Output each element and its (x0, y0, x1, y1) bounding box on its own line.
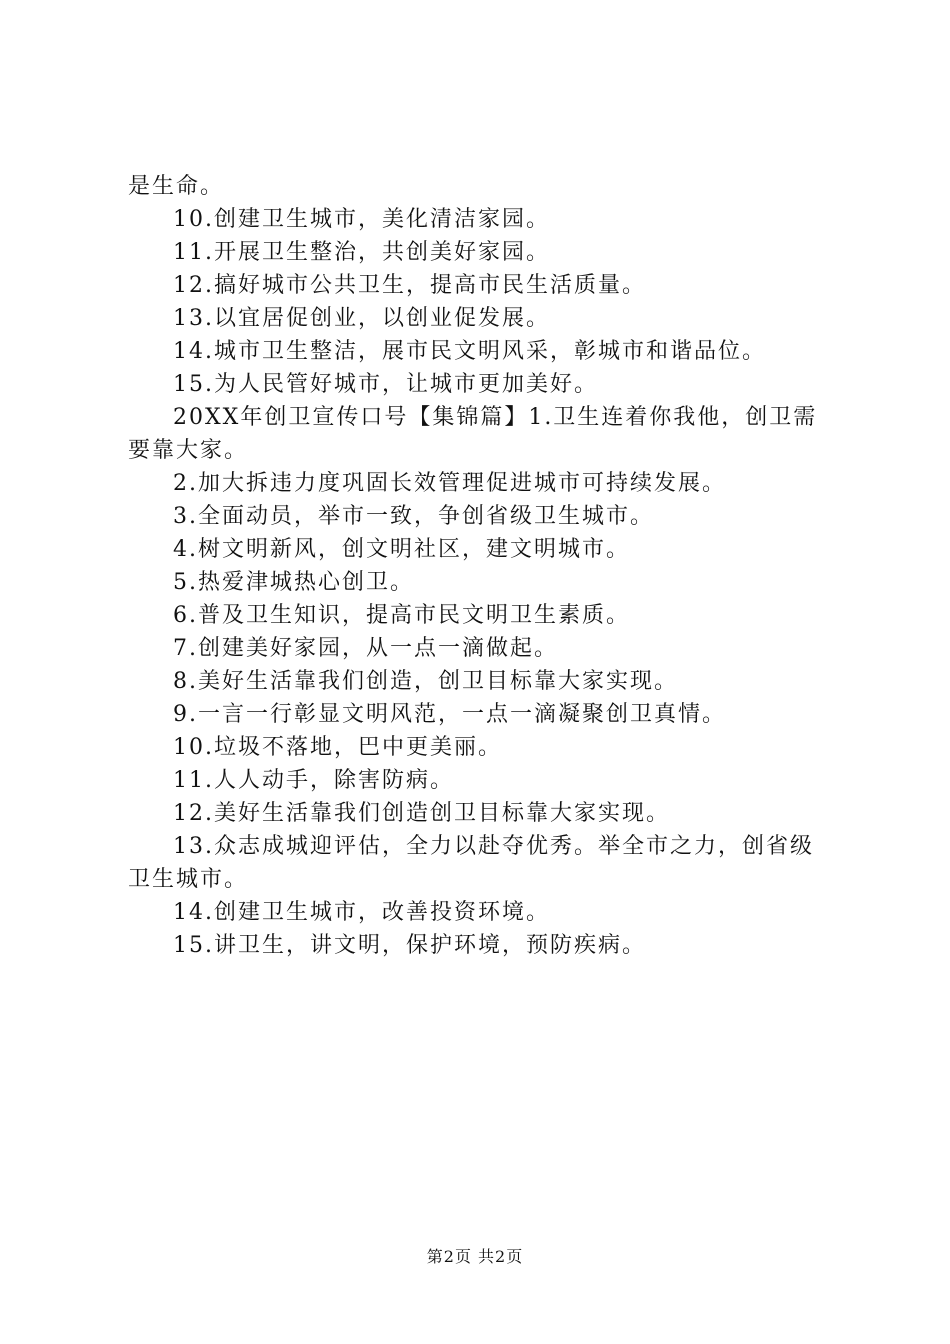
slogan-line: 14.城市卫生整洁，展市民文明风采，彰城市和谐品位。 (173, 339, 766, 364)
slogan-line: 14.创建卫生城市，改善投资环境。 (173, 900, 550, 925)
slogan-line: 5.热爱津城热心创卫。 (173, 570, 414, 595)
slogan-line: 11.人人动手，除害防病。 (173, 768, 454, 793)
slogan-line: 4.树文明新风，创文明社区，建文明城市。 (173, 537, 630, 562)
slogan-line: 7.创建美好家园，从一点一滴做起。 (173, 636, 558, 661)
slogan-line: 10.垃圾不落地，巴中更美丽。 (173, 735, 502, 760)
slogan-line: 13.以宜居促创业，以创业促发展。 (173, 306, 550, 331)
document-body (128, 170, 828, 962)
slogan-line: 10.创建卫生城市，美化清洁家园。 (173, 207, 550, 232)
slogan-line: 13.众志成城迎评估，全力以赴夺优秀。举全市之力，创省级卫生城市。 (128, 834, 814, 892)
slogan-line: 9.一言一行彰显文明风范，一点一滴凝聚创卫真情。 (173, 702, 726, 727)
section-heading-line: 20XX年创卫宣传口号【集锦篇】1.卫生连着你我他，创卫需要靠大家。 (128, 405, 818, 463)
slogan-line: 15.讲卫生，讲文明，保护环境，预防疾病。 (173, 933, 646, 958)
slogan-line: 15.为人民管好城市，让城市更加美好。 (173, 372, 598, 397)
slogan-line: 12.搞好城市公共卫生，提高市民生活质量。 (173, 273, 646, 298)
continuation-text: 是生命。 (128, 174, 225, 199)
slogan-line: 3.全面动员，举市一致，争创省级卫生城市。 (173, 504, 654, 529)
page-number-footer: 第2页 共2页 (426, 1247, 524, 1266)
slogan-line: 2.加大拆违力度巩固长效管理促进城市可持续发展。 (173, 471, 726, 496)
slogan-line: 8.美好生活靠我们创造，创卫目标靠大家实现。 (173, 669, 678, 694)
slogan-line: 12.美好生活靠我们创造创卫目标靠大家实现。 (173, 801, 670, 826)
slogan-line: 11.开展卫生整治，共创美好家园。 (173, 240, 550, 265)
slogan-line: 6.普及卫生知识，提高市民文明卫生素质。 (173, 603, 630, 628)
